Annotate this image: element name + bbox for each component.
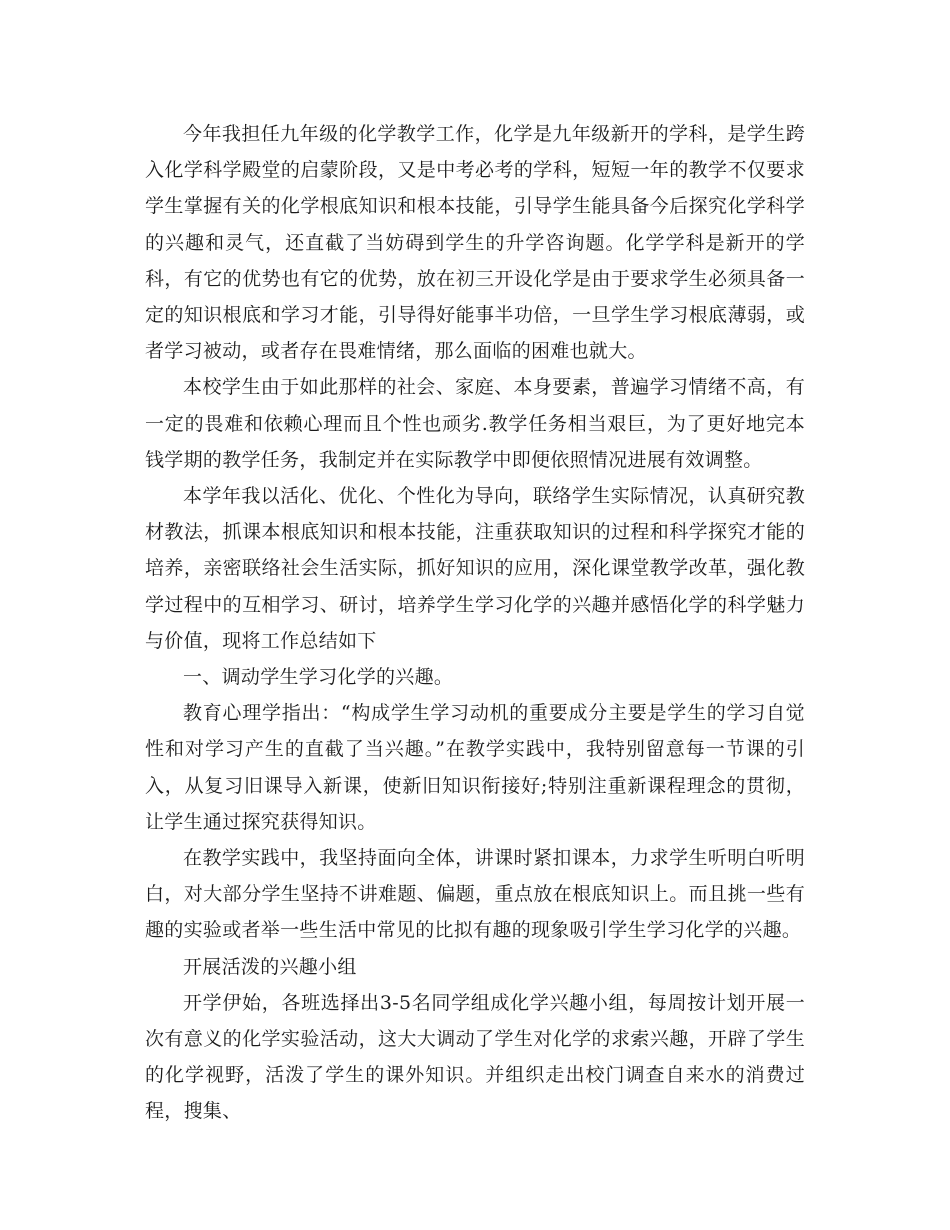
paragraph-teaching-approach: 本学年我以活化、优化、个性化为导向，联络学生实际情况，认真研究教材教法，抓课本根底知识和根本技能，注重获取知识的过程和科学探究才能的培养，亲密联络社会生活实际，抓好知识的应用，深化课堂教学改革，强化教学过程中的互相学习、研讨，培养学生学习化学的兴趣并感悟化学的科学魅力与价值，现将工作总结如下 (145, 485, 805, 652)
subheading-interest-group: 开展活泼的兴趣小组 (183, 955, 357, 978)
paragraph-psychology: 教育心理学指出：“构成学生学习动机的重要成分主要是学生的学习自觉性和对学习产生的直截了当兴趣。”在教学实践中，我特别留意每一节课的引入，从复习旧课导入新课，使新旧知识衔接好;特别注重新课程理念的贯彻，让学生通过探究获得知识。 (145, 702, 805, 833)
section-heading-interest: 一、调动学生学习化学的兴趣。 (183, 666, 454, 689)
document-body (145, 116, 805, 1130)
paragraph-practice: 在教学实践中，我坚持面向全体，讲课时紧扣课本，力求学生听明白听明白，对大部分学生坚持不讲难题、偏题，重点放在根底知识上。而且挑一些有趣的实验或者举一些生活中常见的比拟有趣的现象吸引学生学习化学的兴趣。 (145, 847, 805, 942)
paragraph-student-situation: 本校学生由于如此那样的社会、家庭、本身要素，普遍学习情绪不高，有一定的畏难和依赖心理而且个性也顽劣.教学任务相当艰巨，为了更好地完本钱学期的教学任务，我制定并在实际教学中即便依照情况进展有效调整。 (145, 376, 805, 471)
paragraph-intro: 今年我担任九年级的化学教学工作，化学是九年级新开的学科，是学生跨入化学科学殿堂的启蒙阶段，又是中考必考的学科，短短一年的教学不仅要求学生掌握有关的化学根底知识和根本技能，引导学生能具备今后探究化学科学的兴趣和灵气，还直截了当妨碍到学生的升学咨询题。化学学科是新开的学科，有它的优势也有它的优势，放在初三开设化学是由于要求学生必须具备一定的知识根底和学习才能，引导得好能事半功倍，一旦学生学习根底薄弱，或者学习被动，或者存在畏难情绪，那么面临的困难也就大。 (145, 123, 805, 363)
paragraph-interest-group: 开学伊始，各班选择出3-5名同学组成化学兴趣小组，每周按计划开展一次有意义的化学实验活动，这大大调动了学生对化学的求索兴趣，开辟了学生的化学视野，活泼了学生的课外知识。并组织走出校门调查自来水的消费过程，搜集、 (145, 991, 805, 1123)
